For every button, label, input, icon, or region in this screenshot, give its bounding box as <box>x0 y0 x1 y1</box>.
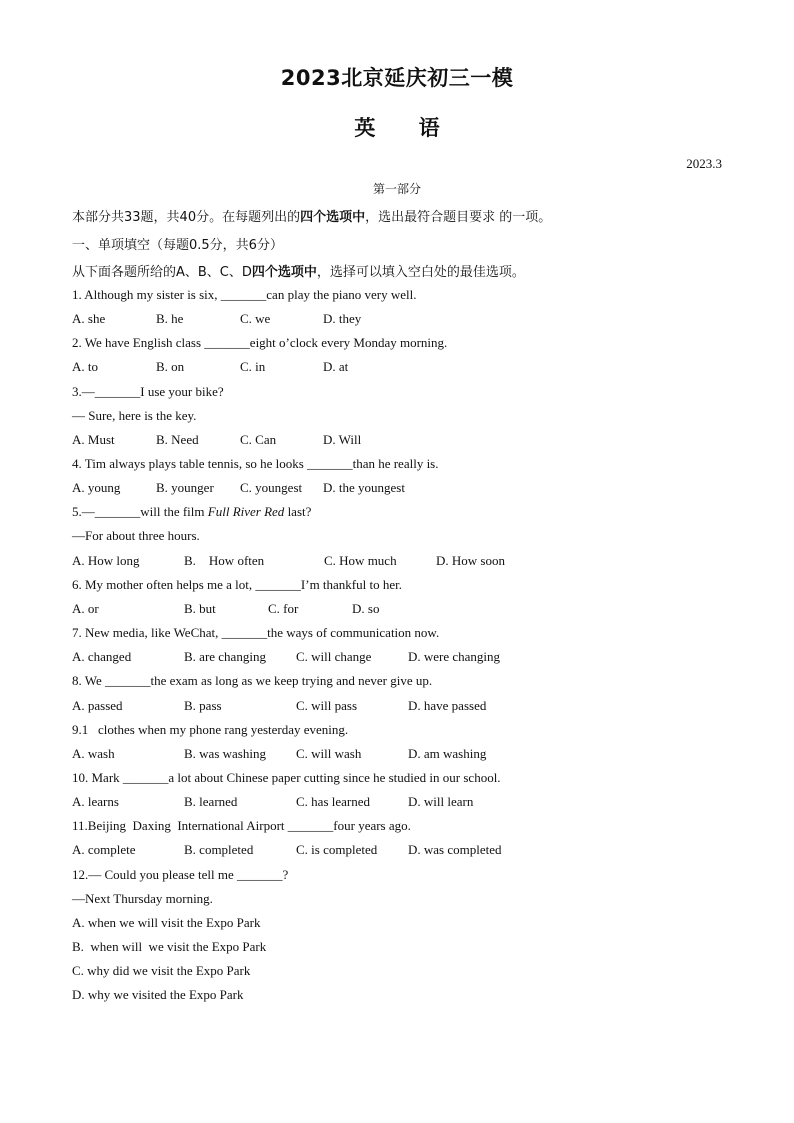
option-a: A. or <box>72 601 99 616</box>
question-reply: —Next Thursday morning. <box>72 891 213 906</box>
exam-title: 2023北京延庆初三一模 <box>280 66 514 90</box>
option-d: D. were changing <box>408 649 501 664</box>
question-options <box>72 698 722 714</box>
intro-text: 本部分共33题，共40分。在每题列出的 <box>72 210 301 225</box>
section-heading: 一、单项填空（每题0.5分，共6分） <box>72 238 283 253</box>
question-options <box>72 842 722 858</box>
option-b: B. on <box>156 359 185 374</box>
exam-date: 2023.3 <box>686 156 722 171</box>
option-b: B. are changing <box>184 649 266 664</box>
option-c: C. will wash <box>296 746 362 761</box>
question-stem: 4. Tim always plays table tennis, so he looks _______than he really is. <box>72 456 439 471</box>
intro-text-end: ，选出最符合题目要求 的一项。 <box>365 210 552 225</box>
option-d: D. was completed <box>408 842 502 857</box>
instruction-text: 从下面各题所给的A、B、C、D <box>72 265 252 280</box>
question-options <box>72 649 722 665</box>
part-intro <box>72 206 551 225</box>
question-stem: 9.1 clothes when my phone rang yesterday evening. <box>72 722 349 737</box>
option-a: A. when we will visit the Expo Park <box>72 915 261 930</box>
option-d: D. How soon <box>436 553 505 568</box>
question-stem: 2. We have English class _______eight o’clock every Monday morning. <box>72 335 448 350</box>
option-c: C. will change <box>296 649 372 664</box>
question-options <box>72 794 722 810</box>
option-b: B. completed <box>184 842 254 857</box>
question-reply: —For about three hours. <box>72 528 200 543</box>
option-d: D. am washing <box>408 746 487 761</box>
option-c: C. for <box>268 601 299 616</box>
intro-bold: 四个选项中 <box>300 210 366 225</box>
option-c: C. will pass <box>296 698 358 713</box>
option-a: A. Must <box>72 432 115 447</box>
film-title: Full River Red <box>207 504 285 519</box>
question-options <box>72 432 722 448</box>
question-stem: 8. We _______the exam as long as we keep trying and never give up. <box>72 673 433 688</box>
option-b: B. younger <box>156 480 214 495</box>
option-b: B. but <box>184 601 216 616</box>
option-d: D. at <box>323 359 349 374</box>
question-stem: 1. Although my sister is six, _______can play the piano very well. <box>72 287 417 302</box>
question-options <box>72 553 722 569</box>
option-a: A. changed <box>72 649 132 664</box>
question-options <box>72 601 722 617</box>
question-options <box>72 480 722 496</box>
option-d: D. Will <box>323 432 362 447</box>
option-d: D. why we visited the Expo Park <box>72 987 244 1002</box>
option-b: B. How often <box>184 553 265 568</box>
option-b: B. pass <box>184 698 222 713</box>
instruction-text-end: ，选择可以填入空白处的最佳选项。 <box>316 265 525 280</box>
option-a: A. learns <box>72 794 119 809</box>
stem-text-end: last? <box>284 504 312 519</box>
question-reply: — Sure, here is the key. <box>72 408 197 423</box>
question-stem: 10. Mark _______a lot about Chinese paper cutting since he studied in our school. <box>72 770 501 785</box>
option-a: A. she <box>72 311 106 326</box>
option-d: D. so <box>352 601 380 616</box>
question-stem: 12.— Could you please tell me _______? <box>72 867 289 882</box>
option-a: A. complete <box>72 842 136 857</box>
option-d: D. will learn <box>408 794 474 809</box>
option-c: C. why did we visit the Expo Park <box>72 963 251 978</box>
option-d: D. the youngest <box>323 480 405 495</box>
option-c: C. in <box>240 359 266 374</box>
option-a: A. to <box>72 359 98 374</box>
option-c: C. we <box>240 311 271 326</box>
question-options <box>72 746 722 762</box>
stem-text: 5.—_______will the film <box>72 504 208 519</box>
question-stem: 3.—_______I use your bike? <box>72 384 224 399</box>
option-c: C. has learned <box>296 794 371 809</box>
question-stem: 11.Beijing Daxing International Airport _______four years ago. <box>72 818 411 833</box>
option-b: B. he <box>156 311 184 326</box>
option-b: B. learned <box>184 794 238 809</box>
option-a: A. passed <box>72 698 123 713</box>
subject-title: 英 语 <box>354 116 440 140</box>
option-c: C. youngest <box>240 480 303 495</box>
option-b: B. when will we visit the Expo Park <box>72 939 267 954</box>
option-d: D. have passed <box>408 698 487 713</box>
option-b: B. Need <box>156 432 199 447</box>
option-d: D. they <box>323 311 362 326</box>
option-c: C. Can <box>240 432 277 447</box>
instruction-bold: 四个选项中 <box>251 265 317 280</box>
part-title: 第一部分 <box>372 182 421 196</box>
option-a: A. How long <box>72 553 140 568</box>
question-stem: 7. New media, like WeChat, _______the ways of communication now. <box>72 625 440 640</box>
question-options <box>72 311 722 327</box>
question-options <box>72 359 722 375</box>
option-c: C. How much <box>324 553 397 568</box>
question-stem <box>72 504 311 520</box>
option-c: C. is completed <box>296 842 378 857</box>
option-b: B. was washing <box>184 746 266 761</box>
question-stem: 6. My mother often helps me a lot, _______I’m thankful to her. <box>72 577 402 592</box>
option-a: A. wash <box>72 746 115 761</box>
section-instruction <box>72 261 525 280</box>
option-a: A. young <box>72 480 121 495</box>
